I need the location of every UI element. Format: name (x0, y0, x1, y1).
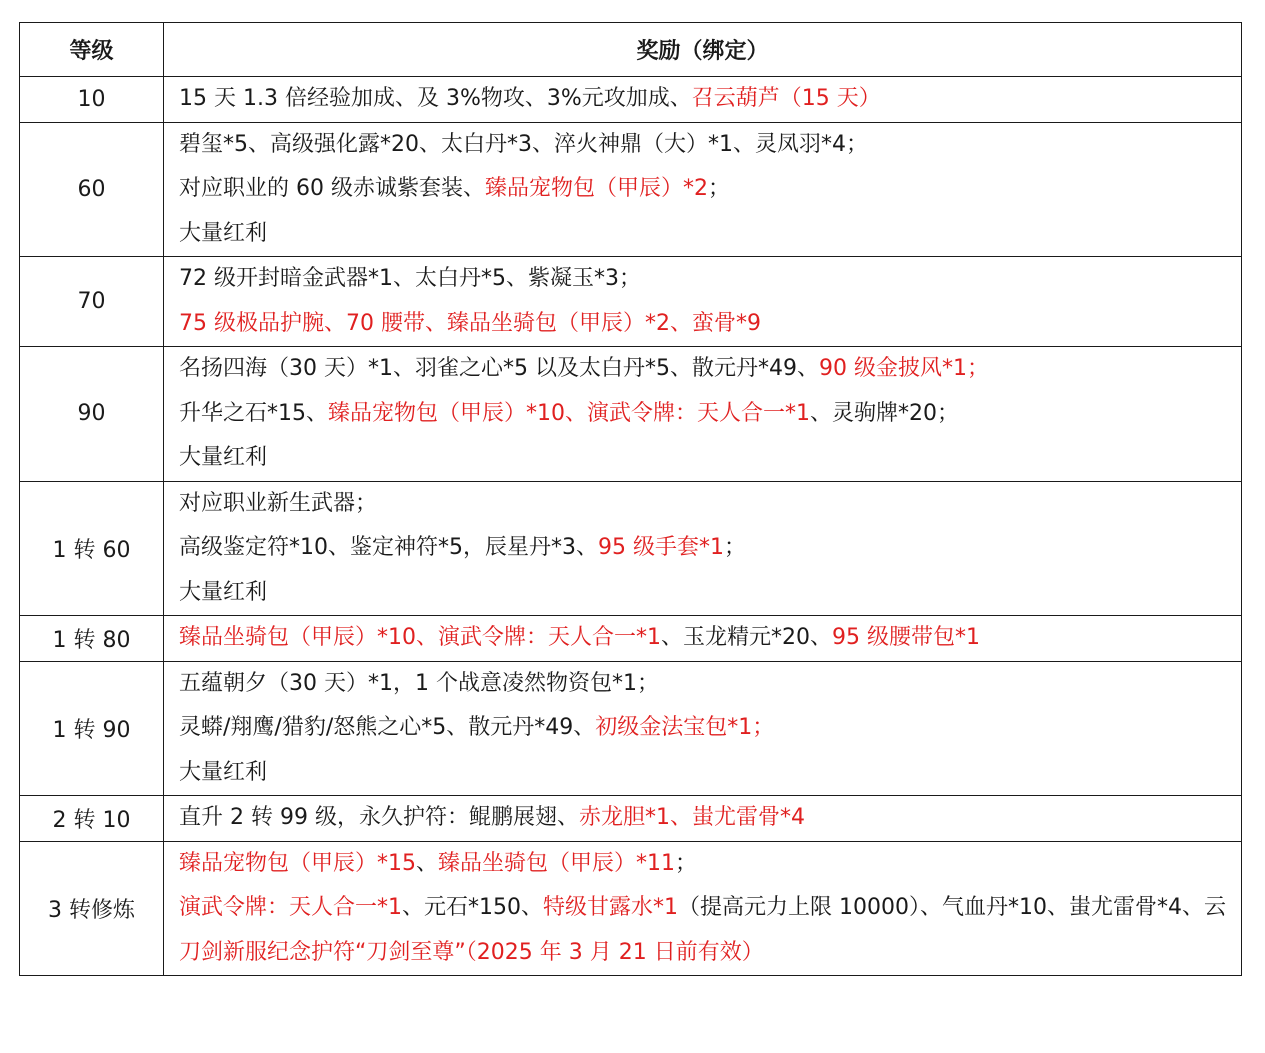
reward-line (179, 436, 1241, 481)
highlight-reward-text: 召云葫芦（15 天） (691, 86, 881, 111)
reward-text: 、灵驹牌*20； (810, 400, 959, 426)
reward-text: 72 级开封暗金武器*1、太白丹*5、紫凝玉*3； (179, 266, 641, 291)
highlight-reward-text: 95 级腰带包*1 (832, 625, 980, 650)
highlight-reward-text: 75 级极品护腕、70 腰带、臻品坐骑包（甲辰）*2、蛮骨*9 (179, 310, 761, 336)
reward-line (179, 616, 1241, 661)
reward-text: 大量红利 (179, 445, 268, 470)
table-row (20, 347, 1242, 482)
highlight-reward-text: 臻品坐骑包（甲辰）*11 (438, 850, 676, 876)
table-row (20, 122, 1242, 257)
reward-line (179, 212, 1241, 257)
header-row (20, 23, 1242, 77)
reward-line (179, 482, 1241, 527)
table-row (20, 616, 1242, 662)
reward-line (179, 123, 1241, 168)
level-cell: 70 (20, 257, 164, 347)
highlight-reward-text: 90 级金披风*1； (818, 356, 989, 381)
level-cell: 3 转修炼 (20, 841, 164, 976)
reward-text: ； (675, 850, 698, 876)
reward-cell (164, 122, 1242, 257)
reward-text: 大量红利 (179, 759, 268, 785)
level-cell: 60 (20, 122, 164, 257)
reward-text: ； (707, 176, 730, 201)
reward-cell (164, 841, 1242, 976)
highlight-reward-text: 臻品宠物包（甲辰）*2 (484, 176, 708, 201)
reward-text: 15 天 1.3 倍经验加成、及 3%物攻、3%元攻加成、 (179, 86, 692, 111)
reward-text: 对应职业新生武器； (179, 490, 378, 516)
reward-line (179, 662, 1241, 707)
reward-cell (164, 77, 1242, 123)
reward-line (179, 751, 1241, 796)
level-cell: 1 转 80 (20, 616, 164, 662)
reward-cell (164, 661, 1242, 796)
highlight-reward-text: 臻品宠物包（甲辰）*15 (179, 850, 416, 876)
reward-line (179, 302, 1241, 347)
level-cell: 10 (20, 77, 164, 123)
reward-text: （提高元力上限 10000）、气血丹*10、蚩尤雷骨*4、云 (678, 895, 1226, 920)
header-reward: 奖励（绑定） (164, 23, 1242, 77)
reward-line (179, 392, 1241, 437)
reward-line (179, 347, 1241, 392)
reward-text: 、玉龙精元*20、 (661, 625, 832, 650)
reward-line (179, 257, 1241, 302)
reward-text: 大量红利 (179, 220, 268, 246)
table-row (20, 77, 1242, 123)
reward-text: 、 (416, 850, 439, 876)
level-cell: 90 (20, 347, 164, 482)
reward-text: 名扬四海（30 天）*1、羽雀之心*5 以及太白丹*5、散元丹*49、 (179, 356, 819, 381)
reward-line (179, 796, 1241, 841)
reward-text: 对应职业的 60 级赤诚紫套装、 (179, 176, 485, 201)
reward-line (179, 167, 1241, 212)
level-cell: 2 转 10 (20, 796, 164, 842)
reward-cell (164, 616, 1242, 662)
reward-line (179, 526, 1241, 571)
header-level: 等级 (20, 23, 164, 77)
reward-text: 高级鉴定符*10、鉴定神符*5，辰星丹*3、 (179, 535, 598, 560)
highlight-reward-text: 95 级手套*1 (598, 535, 724, 560)
reward-text: 升华之石*15、 (179, 400, 328, 426)
table-row (20, 661, 1242, 796)
reward-line (179, 706, 1241, 751)
level-cell: 1 转 90 (20, 661, 164, 796)
reward-text: ； (724, 535, 747, 560)
reward-line (179, 931, 1241, 976)
reward-text: 大量红利 (179, 579, 268, 605)
reward-cell (164, 347, 1242, 482)
highlight-reward-text: 刀剑新服纪念护符“刀剑至尊”（2025 年 3 月 21 日前有效） (179, 939, 764, 965)
reward-text: 直升 2 转 99 级，永久护符：鲲鹏展翅、 (179, 805, 579, 830)
level-cell: 1 转 60 (20, 481, 164, 616)
reward-text: 灵蟒/翔鹰/猎豹/怒熊之心*5、散元丹*49、 (179, 715, 596, 740)
table-row (20, 481, 1242, 616)
highlight-reward-text: 赤龙胆*1、蚩尤雷骨*4 (578, 805, 805, 830)
highlight-reward-text: 特级甘露水*1 (543, 895, 678, 920)
table-row (20, 257, 1242, 347)
highlight-reward-text: 初级金法宝包*1； (595, 715, 775, 740)
table-row (20, 796, 1242, 842)
table-row (20, 841, 1242, 976)
reward-line (179, 842, 1241, 887)
highlight-reward-text: 臻品宠物包（甲辰）*10、演武令牌：天人合一*1 (328, 400, 810, 426)
reward-cell (164, 481, 1242, 616)
reward-text: 碧玺*5、高级强化露*20、太白丹*3、淬火神鼎（大）*1、灵凤羽*4； (179, 131, 868, 157)
reward-line (179, 886, 1241, 931)
reward-text: 、元石*150、 (402, 895, 543, 920)
reward-line (179, 571, 1241, 616)
reward-text: 五蕴朝夕（30 天）*1，1 个战意凌然物资包*1； (179, 670, 659, 696)
highlight-reward-text: 臻品坐骑包（甲辰）*10、演武令牌：天人合一*1 (179, 625, 661, 650)
reward-line (179, 77, 1241, 122)
reward-cell (164, 257, 1242, 347)
reward-table (19, 22, 1242, 976)
reward-cell (164, 796, 1242, 842)
highlight-reward-text: 演武令牌：天人合一*1 (179, 895, 402, 920)
